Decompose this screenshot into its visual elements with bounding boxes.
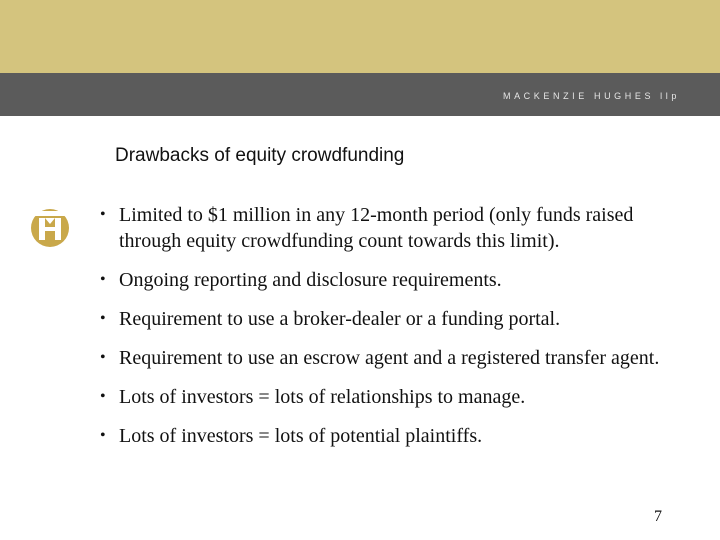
mh-monogram-icon <box>29 207 71 249</box>
bullet-text: Ongoing reporting and disclosure requirements. <box>119 269 502 291</box>
slide-title: Drawbacks of equity crowdfunding <box>115 145 405 166</box>
bullet-dot: • <box>100 427 106 444</box>
bullet-list <box>98 202 698 462</box>
bullet-text: Limited to $1 million in any 12-month period (only funds raised through equity crowdfunding count towards this limit). <box>119 204 634 252</box>
bullet-dot: • <box>100 388 106 405</box>
bullet-item <box>98 267 698 293</box>
bullet-dot: • <box>100 271 106 288</box>
bullet-text: Lots of investors = lots of potential plaintiffs. <box>119 425 483 447</box>
bullet-dot: • <box>100 310 106 327</box>
bullet-item <box>98 423 698 449</box>
bullet-item <box>98 345 698 371</box>
header-gold-band <box>0 0 720 73</box>
page-number: 7 <box>654 508 662 525</box>
firm-name: MACKENZIE HUGHES llp <box>502 91 680 101</box>
bullet-item <box>98 306 698 332</box>
bullet-dot: • <box>100 206 106 223</box>
bullet-dot: • <box>100 349 106 366</box>
bullet-text: Requirement to use an escrow agent and a registered transfer agent. <box>119 347 660 369</box>
bullet-item <box>98 384 698 410</box>
bullet-text: Requirement to use a broker-dealer or a funding portal. <box>119 308 561 330</box>
bullet-item <box>98 202 698 254</box>
bullet-text: Lots of investors = lots of relationships to manage. <box>119 386 526 408</box>
